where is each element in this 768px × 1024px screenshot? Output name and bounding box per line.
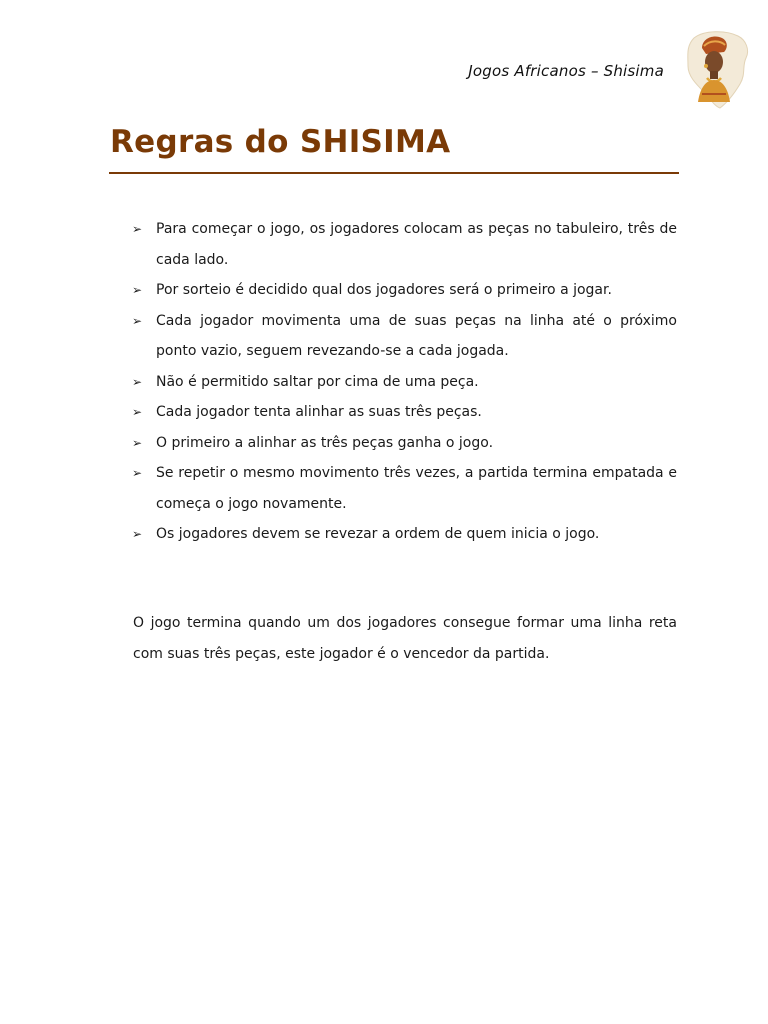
arrow-bullet-icon: ➢ [132, 466, 143, 480]
list-item [131, 519, 677, 550]
title-underline [109, 172, 679, 174]
arrow-bullet-icon: ➢ [132, 405, 143, 419]
page-title: Regras do SHISIMA [110, 124, 451, 160]
list-item [131, 275, 677, 306]
list-item [131, 214, 677, 275]
list-item [131, 428, 677, 459]
rule-text: Os jogadores devem se revezar a ordem de quem inicia o jogo. [156, 526, 600, 542]
rule-text: Se repetir o mesmo movimento três vezes, a partida termina empatada e começa o jogo novamente. [156, 465, 677, 512]
arrow-bullet-icon: ➢ [132, 313, 143, 328]
african-woman-portrait-icon [680, 28, 752, 110]
rule-text: O primeiro a alinhar as três peças ganha o jogo. [156, 434, 494, 451]
rules-list [131, 214, 677, 550]
arrow-bullet-icon: ➢ [132, 527, 143, 541]
arrow-bullet-icon: ➢ [132, 222, 143, 236]
list-item [131, 367, 677, 398]
list-item [131, 397, 677, 428]
rule-text: Não é permitido saltar por cima de uma peça. [156, 373, 479, 390]
rule-text: Por sorteio é decidido qual dos jogadores será o primeiro a jogar. [156, 282, 612, 298]
arrow-bullet-icon: ➢ [132, 374, 143, 389]
arrow-bullet-icon: ➢ [132, 435, 143, 450]
list-item [131, 458, 677, 519]
rule-text: Cada jogador movimenta uma de suas peças na linha até o próximo ponto vazio, seguem revezando-se a cada jogada. [156, 312, 677, 359]
list-item [131, 306, 677, 367]
rule-text: Cada jogador tenta alinhar as suas três peças. [156, 404, 482, 420]
closing-paragraph: O jogo termina quando um dos jogadores consegue formar uma linha reta com suas três peças, este jogador é o vencedor da partida. [133, 615, 677, 662]
arrow-bullet-icon: ➢ [132, 283, 143, 297]
rule-text: Para começar o jogo, os jogadores colocam as peças no tabuleiro, três de cada lado. [156, 221, 677, 268]
running-header: Jogos Africanos – Shisima [468, 62, 664, 80]
